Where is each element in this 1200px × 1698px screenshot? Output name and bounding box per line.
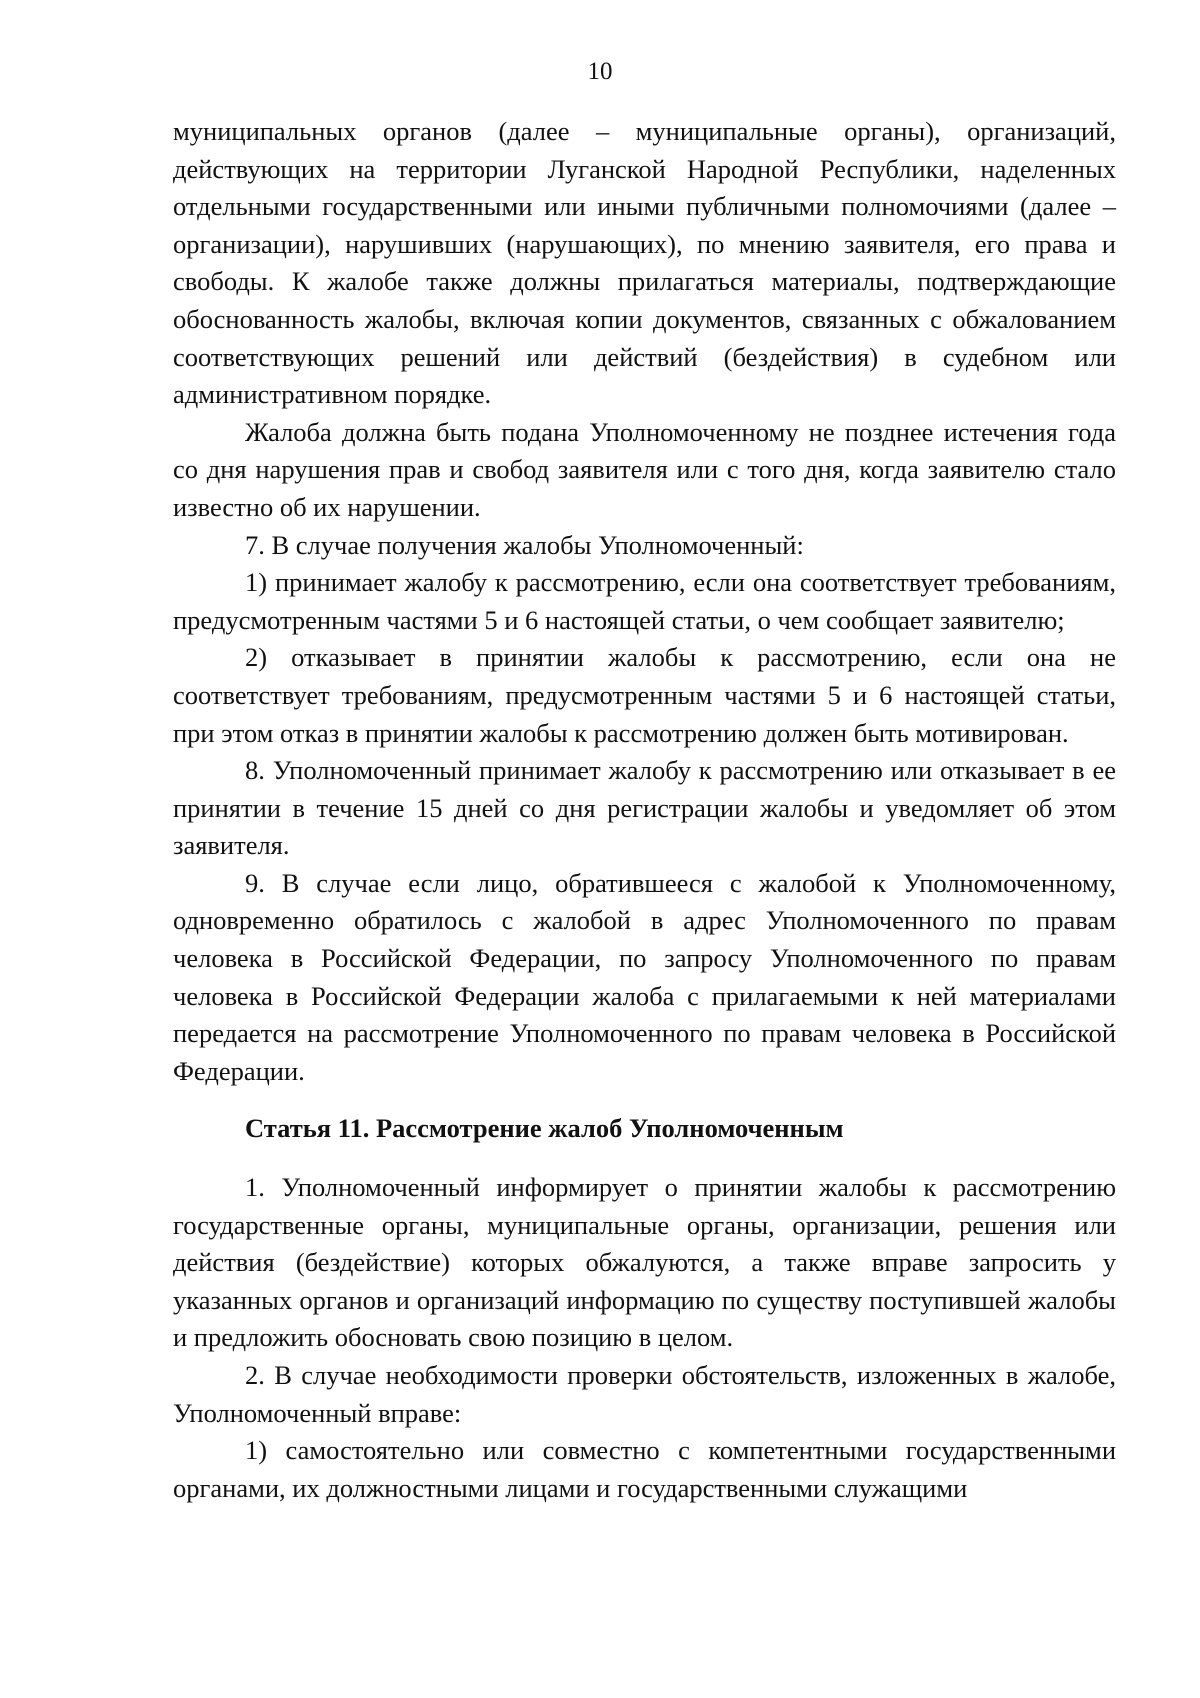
spacer [173,1090,1116,1110]
page-number: 10 [587,58,613,85]
paragraph-item-7-2: 2) отказывает в принятии жалобы к рассмотрению, если она не соответствует требованиям, предусмотренным частями 5 и 6 настоящей статьи, при этом отказ в принятии жалобы к рассмотрению должен быть мотивирован. [173,642,1116,748]
paragraph-article11-item-2-1: 1) самостоятельно или совместно с компетентными государственными органами, их должностными лицами и государственными служащими [173,1435,1116,1503]
paragraph-article11-item-1: 1. Уполномоченный информирует о принятии жалобы к рассмотрению государственные органы, муниципальные органы, организации, решения или действия (бездействие) которых обжалуются, а также вправе запросить у указанных органов и организаций информацию по существу поступившей жалобы и предложить обосновать свою позицию в целом. [173,1172,1116,1353]
document-body [173,113,1116,1507]
paragraph-continuation: муниципальных органов (далее – муниципальные органы), организаций, действующих на территории Луганской Народной Республики, наделенных отдельными государственными или иными публичными полномочиями (далее – организации), нарушивших (нарушающих), по мнению заявителя, его права и свободы. К жалобе также должны прилагаться материалы, подтверждающие обоснованность жалобы, включая копии документов, связанных с обжалованием соответствующих решений или действий (бездействия) в судебном или административном порядке. [173,116,1116,410]
paragraph-deadline: Жалоба должна быть подана Уполномоченному не позднее истечения года со дня нарушения прав и свобод заявителя или с того дня, когда заявителю стало известно об их нарушении. [173,416,1116,522]
spacer [173,1148,1116,1169]
paragraph-item-8: 8. Уполномоченный принимает жалобу к рассмотрению или отказывает в ее принятии в течение 15 дней со дня регистрации жалобы и уведомляет об этом заявителя. [173,755,1116,861]
paragraph-item-9: 9. В случае если лицо, обратившееся с жалобой к Уполномоченному, одновременно обратилось с жалобой в адрес Уполномоченного по правам человека в Российской Федерации, по запросу Уполномоченного по правам человека в Российской Федерации жалоба с прилагаемыми к ней материалами передается на рассмотрение Уполномоченного по правам человека в Российской Федерации. [173,867,1116,1086]
paragraph-item-7-1: 1) принимает жалобу к рассмотрению, если она соответствует требованиям, предусмотренным частями 5 и 6 настоящей статьи, о чем сообщает заявителю; [173,567,1116,635]
paragraph-article11-item-2: 2. В случае необходимости проверки обстоятельств, изложенных в жалобе, Уполномоченный вправе: [173,1360,1116,1428]
article-heading: Статья 11. Рассмотрение жалоб Уполномоченным [245,1113,844,1144]
paragraph-item-7: 7. В случае получения жалобы Уполномоченный: [245,529,804,560]
